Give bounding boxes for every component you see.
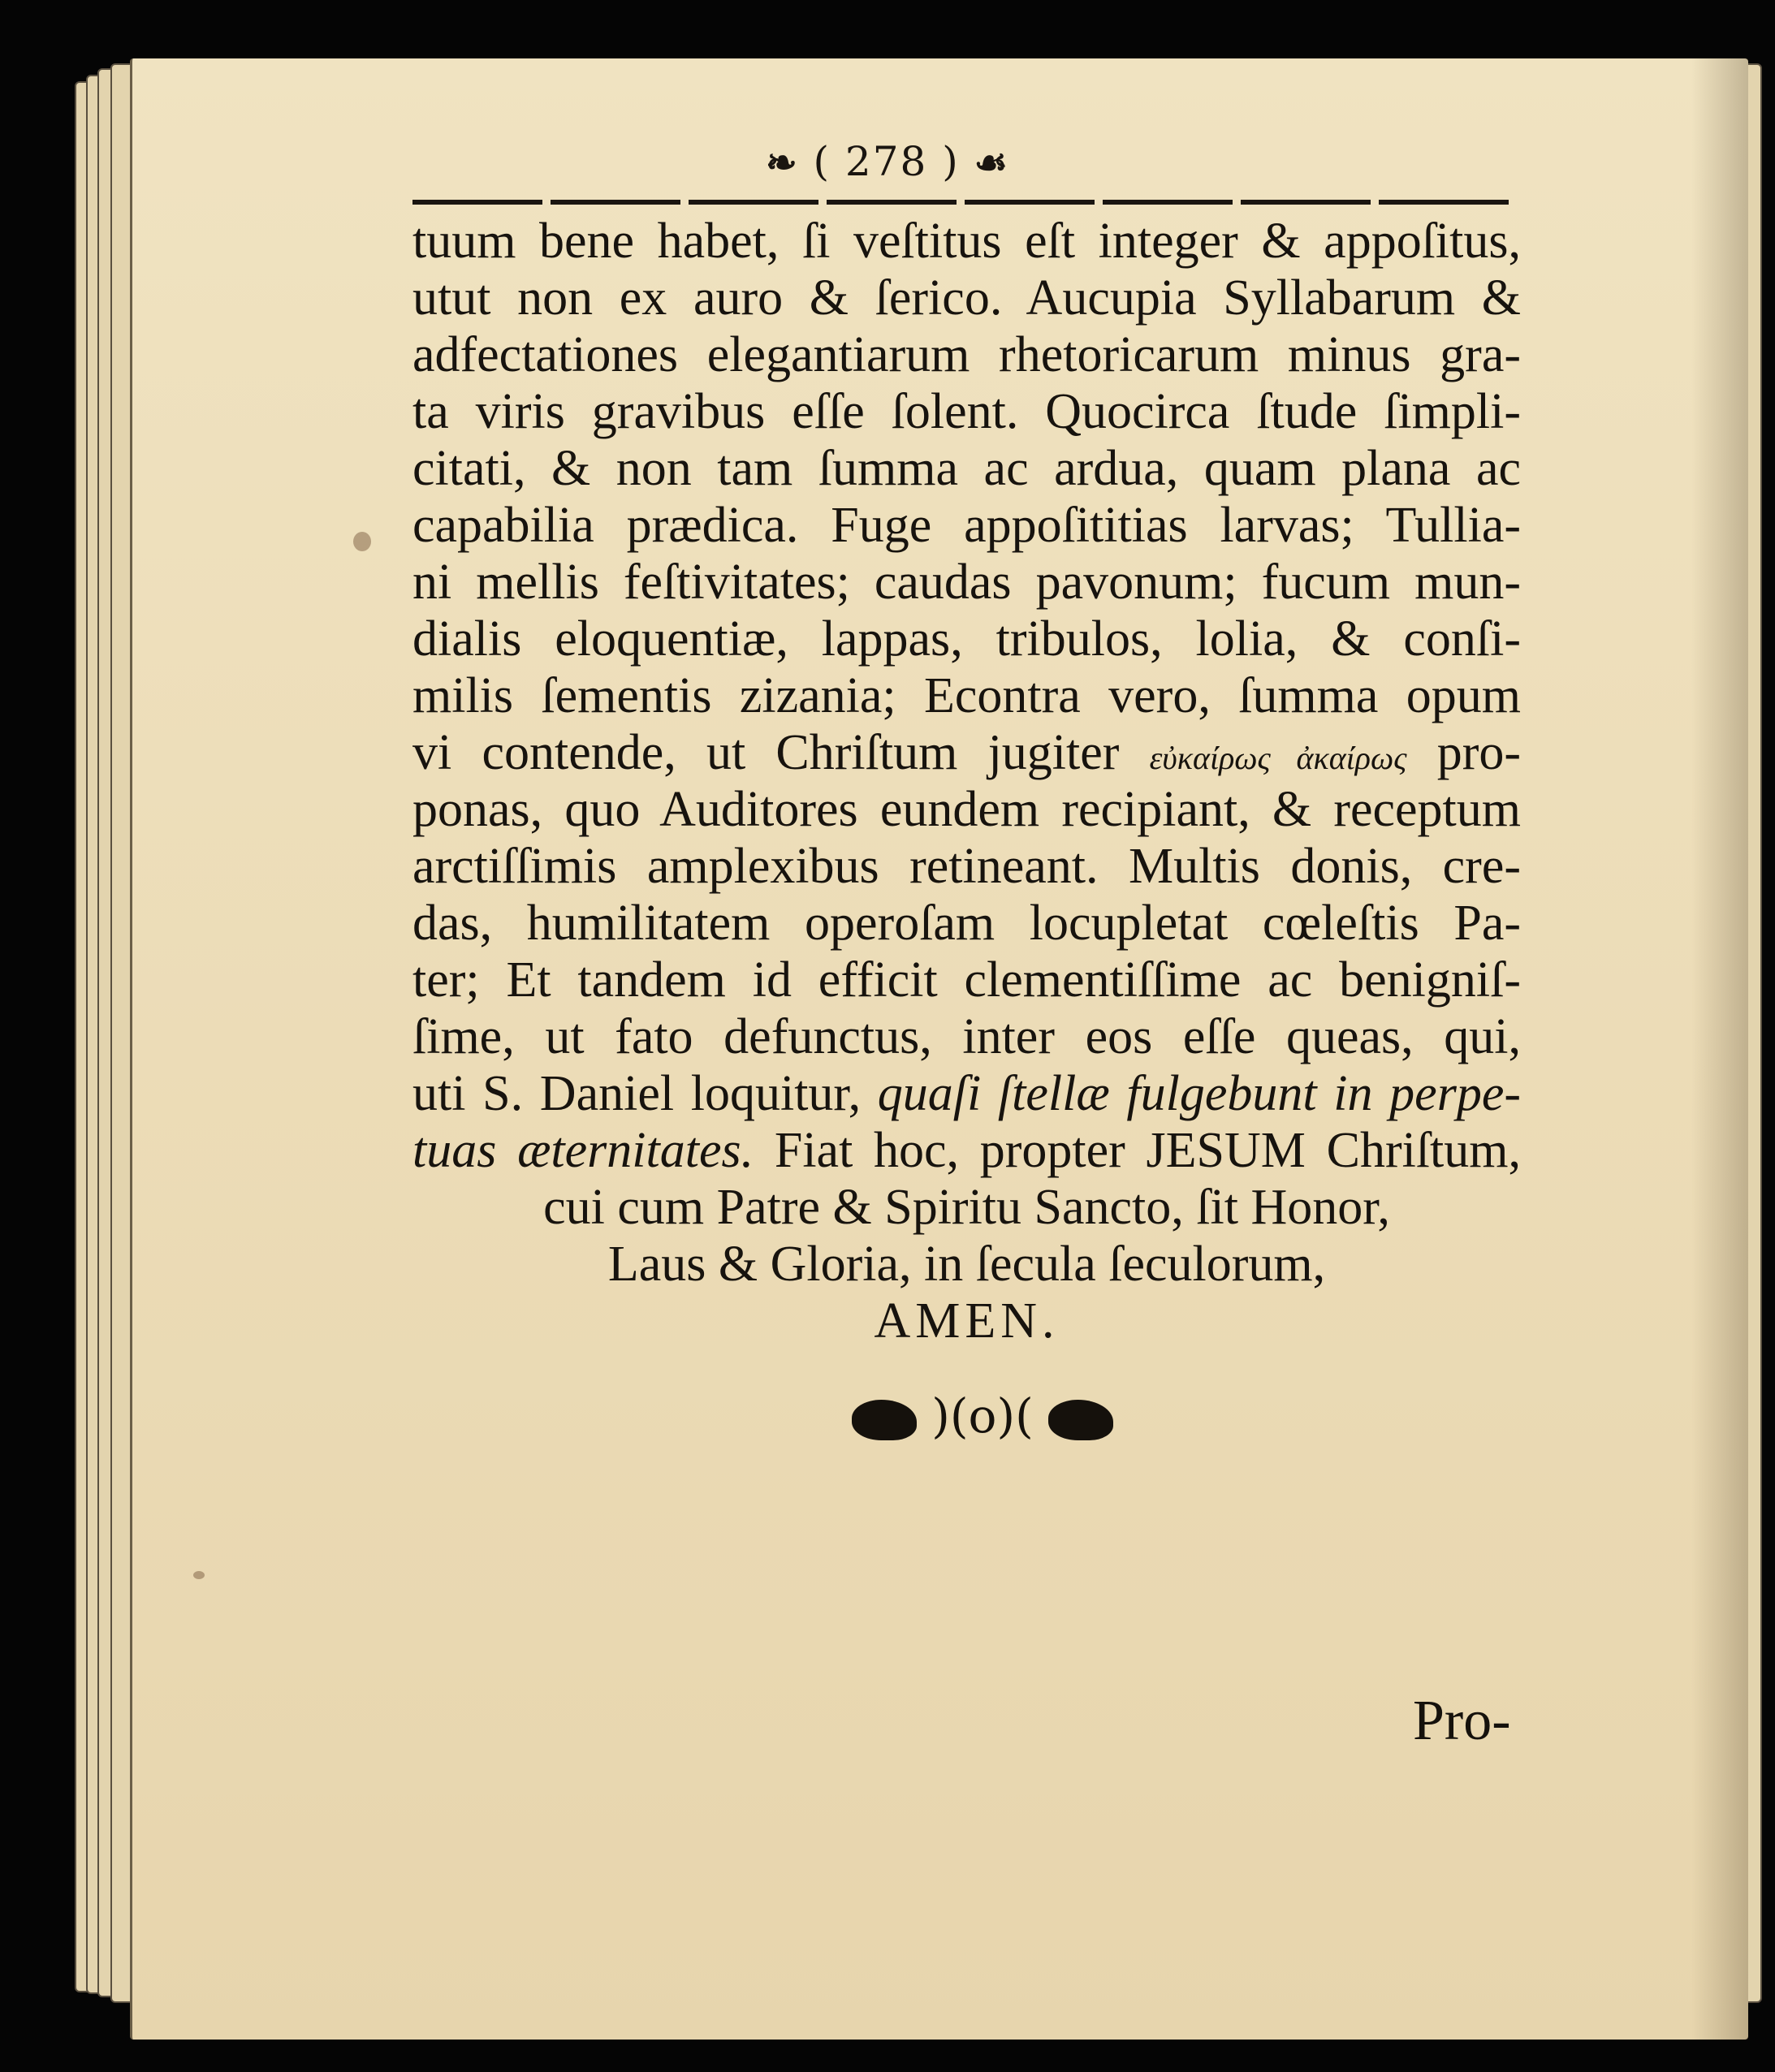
text-line: citati, & non tam ſumma ac ardua, quam plana ac bbox=[412, 441, 1521, 496]
text-line: ſime, ut fato defunctus, inter eos eſſe queas, qui, bbox=[412, 1009, 1521, 1064]
closing-line: Laus & Gloria, in ſecula ſeculorum, bbox=[607, 1237, 1326, 1292]
text-line: arctiſſimis amplexibus retineant. Multis donis, cre- bbox=[412, 839, 1521, 894]
text-line: ponas, quo Auditores eundem recipiant, & receptum bbox=[412, 782, 1521, 837]
greek-phrase: εὐκαίρως ἀκαίρως bbox=[1149, 740, 1407, 776]
amen-line: AMEN. bbox=[874, 1293, 1060, 1349]
text-line: adfectationes elegantiarum rhetoricarum minus gra- bbox=[412, 327, 1521, 382]
text-line-with-quote-end bbox=[412, 1122, 1521, 1179]
text-line: dialis eloquentiæ, lappas, tribulos, lolia, & conſi- bbox=[412, 611, 1521, 667]
ink-smudge bbox=[353, 532, 371, 551]
text-line: capabilia prædica. Fuge appoſititias larvas; Tullia- bbox=[412, 498, 1521, 553]
text-line: ter; Et tandem id efficit clementiſſime ac benigniſ- bbox=[412, 952, 1521, 1008]
text-line: ni mellis feſtivitates; caudas pavonum; fucum mun- bbox=[412, 555, 1521, 610]
catchword: Pro- bbox=[1413, 1690, 1511, 1752]
ink-smudge bbox=[193, 1571, 205, 1579]
gutter-shadow bbox=[1691, 58, 1748, 2040]
text-line-with-quote bbox=[412, 1065, 1521, 1122]
page-number: ( 278 ) bbox=[813, 138, 960, 185]
header-rule bbox=[412, 200, 1517, 205]
text-line: ta viris gravibus eſſe ſolent. Quocirca ſtude ſimpli- bbox=[412, 384, 1521, 439]
ornament-center: )(o)( bbox=[931, 1388, 1034, 1444]
italic-quote-end: tuas æternitates. bbox=[412, 1123, 754, 1178]
italic-quote: quaſi ſtellæ fulgebunt in perpe- bbox=[877, 1066, 1521, 1121]
finis-ornament bbox=[788, 1388, 1177, 1461]
text-line-with-greek bbox=[412, 724, 1521, 781]
header-ornament-left-icon: ❧ bbox=[766, 140, 799, 184]
header-ornament-right-icon: ☙ bbox=[974, 140, 1009, 184]
line-start: vi contende, ut Chriſtum jugiter bbox=[412, 725, 1120, 780]
closing-line: cui cum Patre & Spiritu Sancto, ſit Honor, bbox=[543, 1180, 1390, 1235]
ornament-leaf-left-icon bbox=[852, 1400, 917, 1440]
line-end: Fiat hoc, propter JESUM Chriſtum, bbox=[774, 1123, 1522, 1178]
text-line: milis ſementis zizania; Econtra vero, ſumma opum bbox=[412, 668, 1521, 723]
running-header bbox=[0, 138, 1775, 185]
line-start: uti S. Daniel loquitur, bbox=[412, 1066, 862, 1121]
line-end: pro- bbox=[1436, 725, 1521, 780]
text-line: utut non ex auro & ſerico. Aucupia Syllabarum & bbox=[412, 270, 1521, 326]
body-text bbox=[412, 213, 1521, 1349]
text-line: das, humilitatem operoſam locupletat cœleſtis Pa- bbox=[412, 896, 1521, 951]
text-line: tuum bene habet, ſi veſtitus eſt integer & appoſitus, bbox=[412, 214, 1521, 269]
ornament-leaf-right-icon bbox=[1048, 1400, 1113, 1440]
